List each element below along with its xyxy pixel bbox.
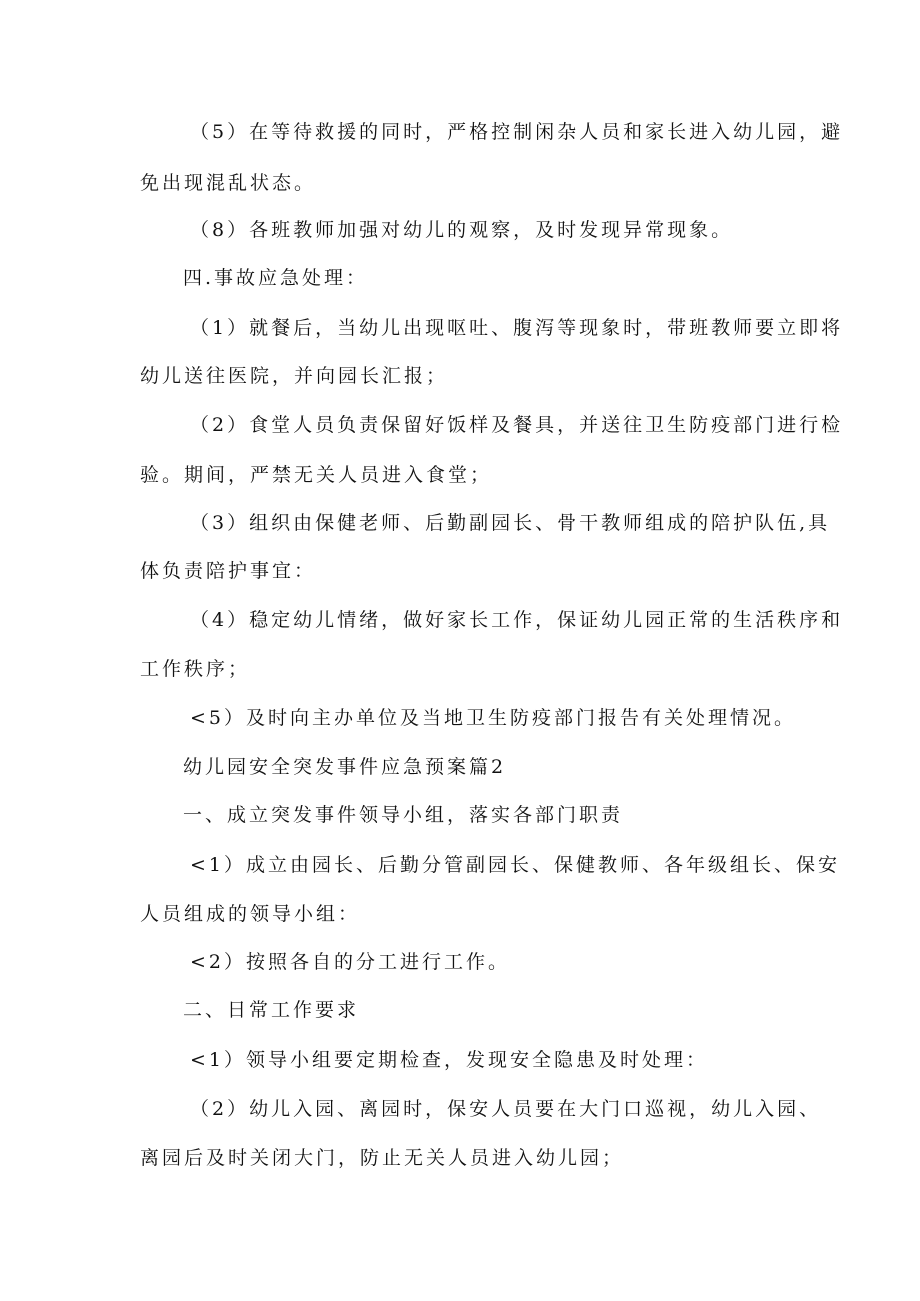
paragraph-line: <2）按照各自的分工进行工作。 [190,951,511,973]
section-heading: 四.事故应急处理： [183,267,369,289]
paragraph-line: （3）组织由保健老师、后勤副园长、骨干教师组成的陪护队伍,具 [190,512,831,534]
section-heading: 二、日常工作要求 [183,999,360,1021]
paragraph-line: （5）在等待救援的同时，严格控制闲杂人员和家长进入幼儿园，避 [190,121,844,143]
article-title: 幼儿园安全突发事件应急预案篇2 [183,756,507,778]
paragraph-line: （8）各班教师加强对幼儿的观察，及时发现异常现象。 [190,219,734,241]
paragraph-line: 人员组成的领导小组： [140,903,361,925]
paragraph-line: （2）食堂人员负责保留好饭样及餐具，并送往卫生防疫部门进行检 [190,414,844,436]
paragraph-line: （1）就餐后，当幼儿出现呕吐、腹泻等现象时，带班教师要立即将 [190,317,844,339]
section-heading: 一、成立突发事件领导小组，落实各部门职责 [183,804,624,826]
paragraph-line: <1）领导小组要定期检查，发现安全隐患及时处理： [190,1049,709,1071]
paragraph-line: 体负责陪护事宜： [140,560,317,582]
paragraph-line: 离园后及时关闭大门，防止无关人员进入幼儿园； [140,1147,625,1169]
paragraph-line: 验。期间，严禁无关人员进入食堂； [140,464,493,486]
paragraph-line: （4）稳定幼儿情绪，做好家长工作，保证幼儿园正常的生活秩序和 [190,609,844,631]
paragraph-line: <5）及时向主办单位及当地卫生防疫部门报告有关处理情况。 [190,707,797,729]
paragraph-line: 免出现混乱状态。 [140,172,317,194]
paragraph-line: （2）幼儿入园、离园时，保安人员要在大门口巡视，幼儿入园、 [190,1098,822,1120]
paragraph-line: 幼儿送往医院，并向园长汇报； [140,365,449,387]
paragraph-line: <1）成立由园长、后勤分管副园长、保健教师、各年级组长、保安 [190,854,841,876]
paragraph-line: 工作秩序； [140,658,251,680]
